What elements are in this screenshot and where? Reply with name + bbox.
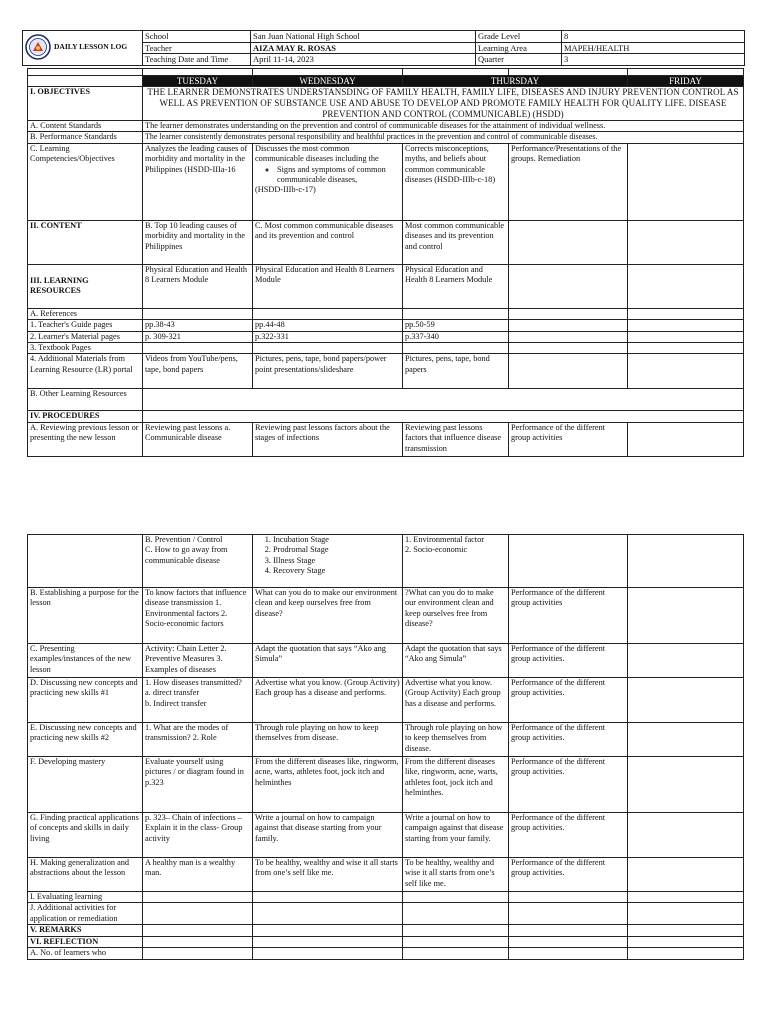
discussing2-label: E. Discussing new concepts and practicing new skills #2	[28, 723, 143, 757]
competencies-fri: Performance/Presentations of the groups. Remediation	[509, 143, 628, 220]
p2-review-wed	[253, 535, 403, 588]
discussing1-label: D. Discussing new concepts and practicing new skills #1	[28, 678, 143, 723]
resources-tue: Physical Education and Health 8 Learners Module	[143, 264, 253, 308]
generalization-fri: Performance of the different group activities.	[509, 858, 628, 892]
reviewing-thu: Reviewing past lessons factors that influence disease transmission	[403, 422, 509, 456]
teacher-label: Teacher	[143, 42, 251, 54]
objectives-text: THE LEARNER DEMONSTRATES UNDERSTANSDING OF FAMILY HEALTH, FAMILY LIFE, DISEASES AND INJURY PREVENTION CONTROL AS WELL AS PREVENTION OF SUBSTANCE USE AND ABUSE TO DEVELOP AND PROMOTE FAMILY HEALTH FOR QUALITY LIFE. DISEASE PREVENTION AND CONTROL (COMMUNICABLE) (HSDD)	[143, 87, 744, 121]
applications-label: G. Finding practical applications of concepts and skills in daily living	[28, 813, 143, 858]
additional-activities-label: J. Additional activities for application or remediation	[28, 903, 143, 925]
competencies-label: C. Learning Competencies/Objectives	[28, 143, 143, 220]
discussing2-tue: 1. What are the modes of transmission? 2. Role	[143, 723, 253, 757]
purpose-thu: ?What can you do to make our environment clean and keep ourselves free from disease?	[403, 588, 509, 644]
competencies-wed: Discusses the most common communicable diseases including the ◦ Signs and symptoms of common communicable diseases, (HSDD-IIIb-c-17)	[253, 143, 403, 220]
learners-label: A. No. of learners who	[28, 948, 143, 959]
lesson-table-page2	[27, 534, 744, 960]
p2-review-thu: 1. Environmental factor 2. Socio-economic	[403, 535, 509, 588]
day-thursday: THURSDAY	[403, 76, 628, 87]
remarks-label: V. REMARKS	[28, 925, 143, 936]
presenting-wed: Adapt the quotation that says “Ako ang Simula”	[253, 644, 403, 678]
date-label: Teaching Date and Time	[143, 54, 251, 66]
additional-materials-label: 4. Additional Materials from Learning Resource (LR) portal	[28, 354, 143, 389]
resources-thu: Physical Education and Health 8 Learners Module	[403, 264, 509, 308]
date-value: April 11-14, 2023	[251, 54, 476, 66]
lm-pages-wed: p.322-331	[253, 331, 403, 342]
other-resources-label: B. Other Learning Resources	[28, 389, 143, 411]
performance-standards-text: The learner consistently demonstrates personal responsibility and healthful practices in the prevention and control of communicable diseases.	[143, 132, 744, 143]
area-value: MAPEH/HEALTH	[562, 42, 745, 54]
content-label: II. CONTENT	[28, 220, 143, 264]
content-wed: C. Most common communicable diseases and its prevention and control	[253, 220, 403, 264]
reviewing-label: A. Reviewing previous lesson or presenting the new lesson	[28, 422, 143, 456]
discussing1-fri: Performance of the different group activities.	[509, 678, 628, 723]
applications-wed: Write a journal on how to campaign against that disease starting from your family.	[253, 813, 403, 858]
deped-seal-icon	[25, 34, 51, 60]
stage-item: 1. Incubation Stage	[273, 535, 400, 545]
day-friday: FRIDAY	[628, 76, 744, 87]
grade-value: 8	[562, 31, 745, 43]
resources-label: III. LEARNING RESOURCES	[28, 264, 143, 308]
applications-tue: p. 323– Chain of infections – Explain it in the class- Group activity	[143, 813, 253, 858]
quarter-value: 3	[562, 54, 745, 66]
generalization-tue: A healthy man is a wealthy man.	[143, 858, 253, 892]
stage-item: 3. Illness Stage	[273, 556, 400, 566]
reviewing-wed: Reviewing past lessons factors about the stages of infections	[253, 422, 403, 456]
reviewing-tue: Reviewing past lessons a. Communicable disease	[143, 422, 253, 456]
competencies-thu: Corrects misconceptions, myths, and beliefs about common communicable diseases (HSDD-IIIb-c-18)	[403, 143, 509, 220]
discussing1-wed: Advertise what you know. (Group Activity) Each group has a disease and performs.	[253, 678, 403, 723]
presenting-thu: Adapt the quotation that says “Ako ang Simula”	[403, 644, 509, 678]
discussing1-tue: 1. How diseases transmitted? a. direct transfer b. Indirect transfer	[143, 678, 253, 723]
day-tuesday: TUESDAY	[143, 76, 253, 87]
mastery-wed: From the different diseases like, ringworm, acne, warts, athletes foot, jock itch and helminthes	[253, 757, 403, 813]
references-label: A. References	[28, 308, 143, 319]
purpose-fri: Performance of the different group activities	[509, 588, 628, 644]
lm-pages-label: 2. Learner's Material pages	[28, 331, 143, 342]
day-wednesday: WEDNESDAY	[253, 76, 403, 87]
purpose-tue: To know factors that influence disease transmission 1. Environmental factors 2. Socio-economic factors	[143, 588, 253, 644]
discussing2-wed: Through role playing on how to keep themselves from disease.	[253, 723, 403, 757]
reflection-label: VI. REFLECTION	[28, 936, 143, 947]
presenting-fri: Performance of the different group activities.	[509, 644, 628, 678]
school-label: School	[143, 31, 251, 43]
purpose-wed: What can you do to make our environment clean and keep ourselves free from disease?	[253, 588, 403, 644]
reviewing-fri: Performance of the different group activities	[509, 422, 628, 456]
mastery-fri: Performance of the different group activities.	[509, 757, 628, 813]
objectives-label: I. OBJECTIVES	[28, 87, 143, 121]
content-thu: Most common communicable diseases and its prevention and control	[403, 220, 509, 264]
log-title: DAILY LESSON LOG	[54, 41, 128, 51]
generalization-thu: To be healthy, wealthy and wise it all starts from one’s self like me.	[403, 858, 509, 892]
applications-thu: Write a journal on how to campaign against that disease starting from your family.	[403, 813, 509, 858]
mastery-tue: Evaluate yourself using pictures / or diagram found in p.323	[143, 757, 253, 813]
teacher-value: AIZA MAY R. ROSAS	[251, 42, 476, 54]
evaluating-label: I. Evaluating learning	[28, 892, 143, 903]
competencies-tue: Analyzes the leading causes of morbidity and mortality in the Philippines (HSDD-IIIa-16	[143, 143, 253, 220]
additional-materials-wed: Pictures, pens, tape, bond papers/power point presentations/slideshare	[253, 354, 403, 389]
stage-item: 4. Recovery Stage	[273, 566, 400, 576]
additional-materials-tue: Videos from YouTube/pens, tape, bond papers	[143, 354, 253, 389]
content-standards-text: The learner demonstrates understanding on the prevention and control of communicable diseases for the attainment of individual wellness.	[143, 121, 744, 132]
lm-pages-thu: p.337-340	[403, 331, 509, 342]
grade-label: Grade Level	[476, 31, 562, 43]
generalization-wed: To be healthy, wealthy and wise it all starts from one’s self like me.	[253, 858, 403, 892]
applications-fri: Performance of the different group activities.	[509, 813, 628, 858]
resources-wed: Physical Education and Health 8 Learners Module	[253, 264, 403, 308]
content-standards-label: A. Content Standards	[28, 121, 143, 132]
presenting-tue: Activity: Chain Letter 2. Preventive Measures 3. Examples of diseases	[143, 644, 253, 678]
discussing2-fri: Performance of the different group activities.	[509, 723, 628, 757]
lm-pages-tue: p. 309-321	[143, 331, 253, 342]
content-tue: B. Top 10 leading causes of morbidity and mortality in the Philippines	[143, 220, 253, 264]
generalization-label: H. Making generalization and abstractions about the lesson	[28, 858, 143, 892]
lesson-table-page1	[27, 68, 744, 457]
school-value: San Juan National High School	[251, 31, 476, 43]
performance-standards-label: B. Performance Standards	[28, 132, 143, 143]
quarter-label: Quarter	[476, 54, 562, 66]
stage-item: 2. Prodromal Stage	[273, 545, 400, 555]
textbook-label: 3. Textbook Pages	[28, 343, 143, 354]
header-table	[22, 30, 745, 66]
additional-materials-thu: Pictures, pens, tape, bond papers	[403, 354, 509, 389]
tg-pages-label: 1. Teacher's Guide pages	[28, 320, 143, 331]
discussing1-thu: Advertise what you know. (Group Activity) Each group has a disease and performs.	[403, 678, 509, 723]
tg-pages-thu: pp.50-59	[403, 320, 509, 331]
mastery-thu: From the different diseases like, ringworm, acne, warts, athletes foot, jock itch and helminthes.	[403, 757, 509, 813]
discussing2-thu: Through role playing on how to keep themselves from disease.	[403, 723, 509, 757]
competencies-wed-bullet: ◦ Signs and symptoms of common communicable diseases,	[277, 165, 400, 186]
mastery-label: F. Developing mastery	[28, 757, 143, 813]
purpose-label: B. Establishing a purpose for the lesson	[28, 588, 143, 644]
tg-pages-tue: pp.38-43	[143, 320, 253, 331]
p2-review-tue: B. Prevention / Control C. How to go away from communicable disease	[143, 535, 253, 588]
presenting-label: C. Presenting examples/instances of the new lesson	[28, 644, 143, 678]
logo-cell	[23, 31, 143, 66]
procedures-label: IV. PROCEDURES	[28, 411, 143, 422]
area-label: Learning Area	[476, 42, 562, 54]
tg-pages-wed: pp.44-48	[253, 320, 403, 331]
